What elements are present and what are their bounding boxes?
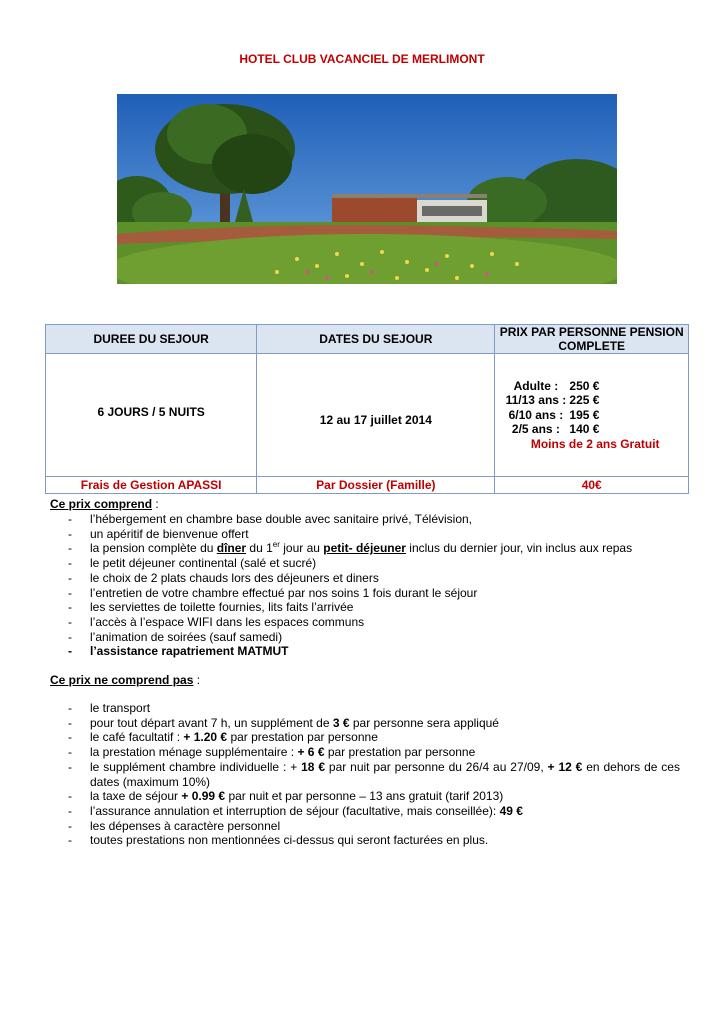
header-price: PRIX PAR PERSONNE PENSION COMPLETE [495,325,689,354]
text-run: petit- déjeuner [323,541,406,556]
list-item: - l’assistance rapatriement MATMUT [68,644,688,659]
includes-list [68,512,688,659]
superscript: er [272,540,280,550]
price-value: 250 € [569,378,600,393]
list-item: - l’accès à l’espace WIFI dans les espaces communs [68,615,688,630]
includes-heading-suffix: : [152,497,159,511]
price-row [502,393,688,408]
price-table [45,324,689,494]
text-run: + 0.99 € [181,789,226,804]
price-label: Adulte : [513,378,559,393]
list-item: - le transport [68,701,680,716]
price-label: 2/5 ans : [511,422,560,437]
list-item [68,789,680,804]
list-item [68,760,680,789]
text-run: par personne sera appliqué [349,715,499,730]
excludes-heading: Ce prix ne comprend pas [50,673,194,687]
list-item: - les serviettes de toilette fournies, lits faits l’arrivée [68,600,688,615]
price-row [502,379,688,394]
list-item: - le choix de 2 plats chauds lors des déjeuners et diners [68,571,688,586]
table-header-row [46,325,689,354]
list-item [68,730,680,745]
table-row [46,354,689,477]
text-run: le supplément chambre individuelle : + [90,759,302,774]
duration-cell: 6 JOURS / 5 NUITS [46,354,257,477]
text-run: jour au [279,541,324,556]
list-item [68,745,680,760]
text-run: la taxe de séjour [90,789,182,804]
text-run: dîner [216,541,247,556]
text-run: en dehors de ces dates (maximum 10%) [90,759,680,789]
text-run: la prestation ménage supplémentaire : [90,745,298,760]
list-item [68,804,680,819]
price-label: 11/13 ans : [505,393,567,408]
price-label: 6/10 ans : [508,407,564,422]
fees-amount: 40€ [495,477,689,494]
text-run: pour tout départ avant 7 h, un supplément de [90,715,333,730]
list-item: - un apéritif de bienvenue offert [68,527,688,542]
text-run: + 6 € [297,745,325,760]
list-item: - l’hébergement en chambre base double avec sanitaire privé, Télévision, [68,512,688,527]
price-value: 140 € [569,422,600,437]
list-item: - les dépenses à caractère personnel [68,819,680,834]
text-run: par nuit par personne du 26/4 au 27/09, [325,759,548,774]
list-item: - le petit déjeuner continental (salé et sucré) [68,556,688,571]
header-dates: DATES DU SEJOUR [257,325,495,354]
list-item: - l’animation de soirées (sauf samedi) [68,630,688,645]
includes-heading-line [50,497,159,511]
text-run: 18 € [301,759,326,774]
text-run: + 1.20 € [183,730,228,745]
excludes-heading-line [50,673,200,687]
price-row [502,408,688,423]
dates-cell: 12 au 17 juillet 2014 [257,354,495,477]
text-run: par prestation par personne [324,745,476,760]
text-run: inclus du dernier jour, vin inclus aux repas [405,541,633,556]
price-list-cell [495,354,689,477]
list-item [68,541,688,556]
price-value: 195 € [569,407,600,422]
price-value: 225 € [569,393,600,408]
text-run: 3 € [332,715,350,730]
excludes-list [68,701,680,848]
list-item: - l’entretien de votre chambre effectué par nos soins 1 fois durant le séjour [68,586,688,601]
hotel-photo [117,94,617,284]
page-title: HOTEL CLUB VACANCIEL DE MERLIMONT [239,52,485,66]
list-item [68,716,680,731]
free-note: Moins de 2 ans Gratuit [530,436,660,451]
text-run: du 1 [246,541,273,556]
text-run: + 12 € [547,759,583,774]
text-run: par prestation par personne [227,730,378,745]
excludes-heading-suffix: : [193,673,201,687]
text-run: l’assurance annulation et interruption de séjour (facultative, mais conseillée): [90,803,500,818]
price-row [502,422,688,437]
text-run: la pension complète du [90,541,217,556]
fees-label: Frais de Gestion APASSI [46,477,257,494]
text-run: par nuit et par personne – 13 ans gratuit (tarif 2013) [225,789,504,804]
fees-basis: Par Dossier (Famille) [257,477,495,494]
list-item: - toutes prestations non mentionnées ci-dessus qui seront facturées en plus. [68,833,680,848]
text-run: 49 € [499,803,523,818]
fees-row [46,477,689,494]
includes-heading: Ce prix comprend [50,497,153,511]
header-duration: DUREE DU SEJOUR [46,325,257,354]
text-run: le café facultatif : [90,730,184,745]
